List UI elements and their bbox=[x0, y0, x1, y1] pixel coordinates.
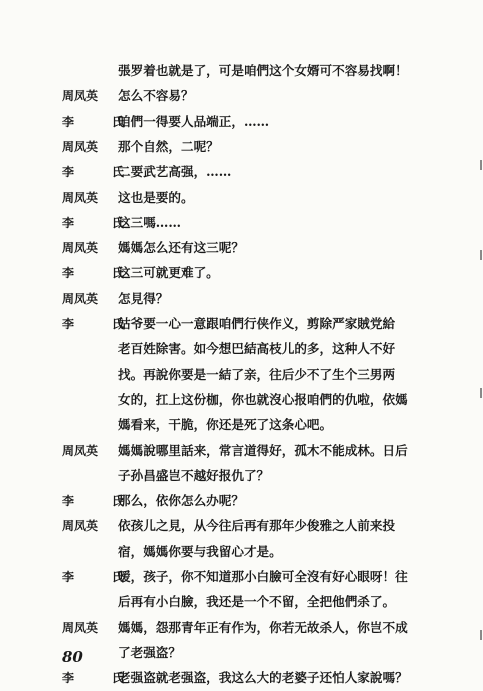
dialogue-line bbox=[0, 159, 483, 185]
dialogue-text: 这三嗎…… bbox=[118, 214, 181, 230]
dialogue-text: 找。再說你要是一結了亲，往后少不了生个三男两 bbox=[118, 366, 396, 382]
dialogue-line bbox=[0, 134, 483, 160]
speaker-name: 李 氏 bbox=[62, 671, 138, 686]
dialogue-line bbox=[0, 589, 483, 615]
speaker-name: 李 氏 bbox=[62, 570, 138, 584]
dialogue-text: 媽媽說哪里話来，常言道得好，孤木不能成林。日后 bbox=[118, 442, 408, 458]
dialogue-line bbox=[0, 286, 483, 312]
dialogue-line bbox=[0, 665, 483, 691]
speaker-name: 李 氏 bbox=[62, 215, 138, 230]
dialogue-text: 媽看来，干脆，你还是死了这条心吧。 bbox=[118, 417, 333, 433]
dialogue-text: 姑爷要一心一意跟咱們行侠作义，剪除严家賊党給 bbox=[118, 316, 396, 331]
dialogue-line bbox=[0, 235, 483, 261]
dialogue-text: 子孙昌盛岂不越好报仇了？ bbox=[118, 467, 270, 483]
dialogue-line bbox=[0, 564, 483, 590]
dialogue-text: 媽媽怎么还有这三呢？ bbox=[118, 240, 244, 256]
dialogue-text: 咱們一得要人品端正，…… bbox=[118, 113, 270, 129]
speaker-name: 周凤英 bbox=[62, 291, 99, 306]
dialogue-text: 依孩儿之見，从今往后再有那年少俊雅之人前来投 bbox=[118, 518, 396, 534]
dialogue-text: 二要武艺高强，…… bbox=[118, 164, 232, 180]
speaker-name: 周凤英 bbox=[62, 620, 99, 635]
dialogue-line bbox=[0, 438, 483, 464]
dialogue-line bbox=[0, 336, 483, 362]
dialogue-text: 后再有小白臉，我还是一个不留，全把他們杀了。 bbox=[118, 594, 396, 610]
dialogue-text: 老强盗就老强盗，我这么大的老婆子还怕人家說嗎？ bbox=[118, 670, 408, 686]
speaker-name: 李 氏 bbox=[62, 494, 138, 509]
page-number: 80 bbox=[62, 648, 83, 666]
margin-mark bbox=[480, 630, 482, 640]
dialogue-line bbox=[0, 539, 483, 565]
dialogue-line bbox=[0, 412, 483, 438]
margin-mark bbox=[480, 250, 482, 260]
dialogue-line bbox=[0, 513, 483, 539]
speaker-name: 周凤英 bbox=[62, 241, 99, 256]
dialogue-text: 張罗着也就是了，可是咱們这个女婿可不容易找啊！ bbox=[118, 63, 408, 78]
speaker-name: 周凤英 bbox=[62, 519, 99, 534]
dialogue-text: 了老强盗？ bbox=[118, 644, 181, 660]
dialogue-text: 怎么不容易？ bbox=[118, 88, 194, 104]
speaker-name: 周凤英 bbox=[62, 139, 99, 154]
margin-mark bbox=[480, 160, 482, 170]
dialogue-line bbox=[0, 83, 483, 109]
dialogue-text: 这三可就更难了。 bbox=[118, 265, 219, 281]
dialogue-text: 这也是要的。 bbox=[118, 189, 194, 205]
dialogue-text: 女的，扛上这份枷，你也就沒心报咱們的仇啦，依媽 bbox=[118, 391, 408, 407]
dialogue-text: 怎見得？ bbox=[118, 290, 169, 306]
speaker-name: 李 氏 bbox=[62, 114, 138, 129]
speaker-name: 李 氏 bbox=[62, 317, 138, 331]
dialogue-line bbox=[0, 185, 483, 211]
speaker-name: 周凤英 bbox=[62, 89, 99, 104]
dialogue-text: 媽媽，怨那青年正有作为，你若无故杀人，你岂不成 bbox=[118, 619, 408, 635]
margin-mark bbox=[480, 388, 482, 398]
dialogue-line bbox=[0, 260, 483, 286]
dialogue-line bbox=[0, 109, 483, 135]
dialogue-text: 老百姓除害。如今想巴結高枝儿的多，这种人不好 bbox=[118, 341, 396, 357]
dialogue-text: 那个自然，二呢？ bbox=[118, 138, 219, 154]
dialogue-line bbox=[0, 311, 483, 337]
dialogue-text: 那么，依你怎么办呢？ bbox=[118, 493, 244, 509]
speaker-name: 周凤英 bbox=[62, 190, 99, 205]
speaker-name: 周凤英 bbox=[62, 443, 99, 458]
dialogue-text: 宿，媽媽你要与我留心才是。 bbox=[118, 543, 282, 559]
dialogue-line bbox=[0, 210, 483, 236]
dialogue-line bbox=[0, 615, 483, 641]
dialogue-line bbox=[0, 463, 483, 489]
dialogue-line bbox=[0, 362, 483, 388]
speaker-name: 李 氏 bbox=[62, 165, 138, 180]
dialogue-text: 嗳，孩子，你不知道那小白臉可全沒有好心眼呀！往 bbox=[118, 569, 408, 584]
dialogue-line bbox=[0, 387, 483, 413]
dialogue-line bbox=[0, 488, 483, 514]
dialogue-line bbox=[0, 58, 483, 84]
speaker-name: 李 氏 bbox=[62, 266, 138, 281]
